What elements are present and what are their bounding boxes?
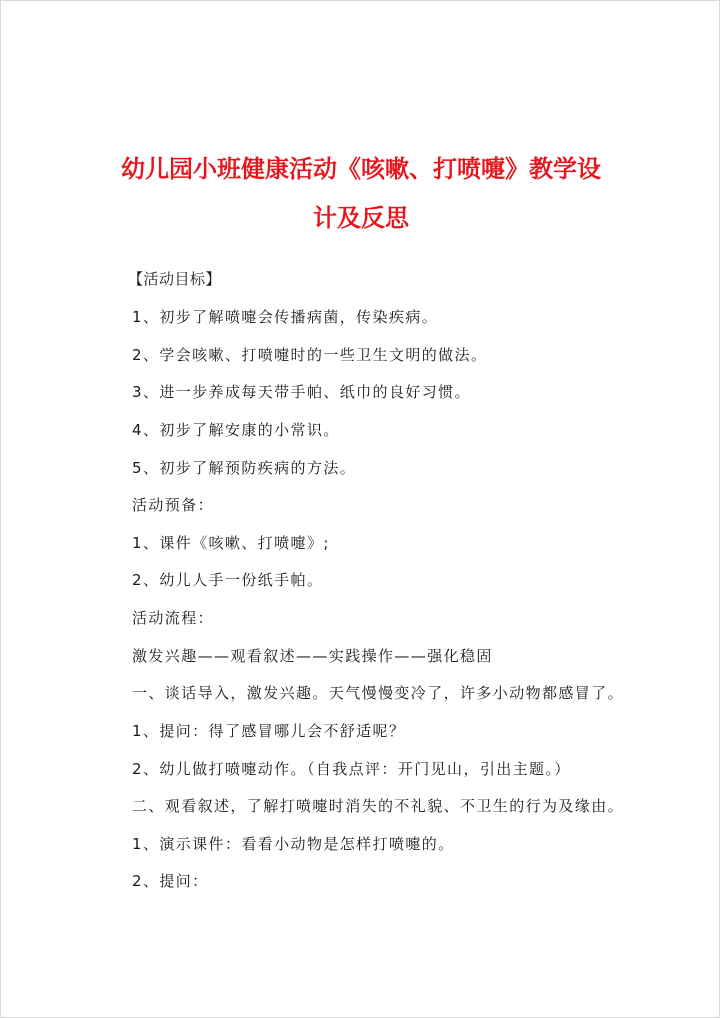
paragraph-line: 激发兴趣——观看叙述——实践操作——强化稳固 [132, 647, 493, 665]
paragraph-line: 3、进一步养成每天带手帕、纸巾的良好习惯。 [132, 383, 471, 401]
paragraph-line: 5、初步了解预防疾病的方法。 [132, 459, 357, 477]
paragraph-line: 2、幼儿人手一份纸手帕。 [132, 571, 324, 589]
paragraph-line: 1、初步了解喷嚏会传播病菌，传染疾病。 [132, 308, 439, 326]
document-title-line-1: 幼儿园小班健康活动《咳嗽、打喷嚏》教学设 [121, 154, 601, 183]
paragraph-line: 一、谈话导入，激发兴趣。天气慢慢变冷了，许多小动物都感冒了。 [132, 684, 625, 702]
paragraph-line: 4、初步了解安康的小常识。 [132, 421, 340, 439]
paragraph-line: 1、提问：得了感冒哪儿会不舒适呢？ [132, 722, 406, 740]
section-heading-objectives: 【活动目标】 [128, 270, 222, 288]
paragraph-line: 2、幼儿做打喷嚏动作。（自我点评：开门见山，引出主题。） [132, 760, 571, 778]
document-title-line-2: 计及反思 [313, 203, 409, 232]
section-heading-process: 活动流程： [132, 609, 215, 627]
paragraph-line: 1、演示课件：看看小动物是怎样打喷嚏的。 [132, 835, 455, 853]
paragraph-line: 2、提问： [132, 872, 209, 890]
paragraph-line: 2、学会咳嗽、打喷嚏时的一些卫生文明的做法。 [132, 346, 488, 364]
paragraph-line: 二、观看叙述，了解打喷嚏时消失的不礼貌、不卫生的行为及缘由。 [132, 797, 625, 815]
section-heading-preparation: 活动预备： [132, 496, 215, 514]
paragraph-line: 1、课件《咳嗽、打喷嚏》; [132, 534, 330, 552]
